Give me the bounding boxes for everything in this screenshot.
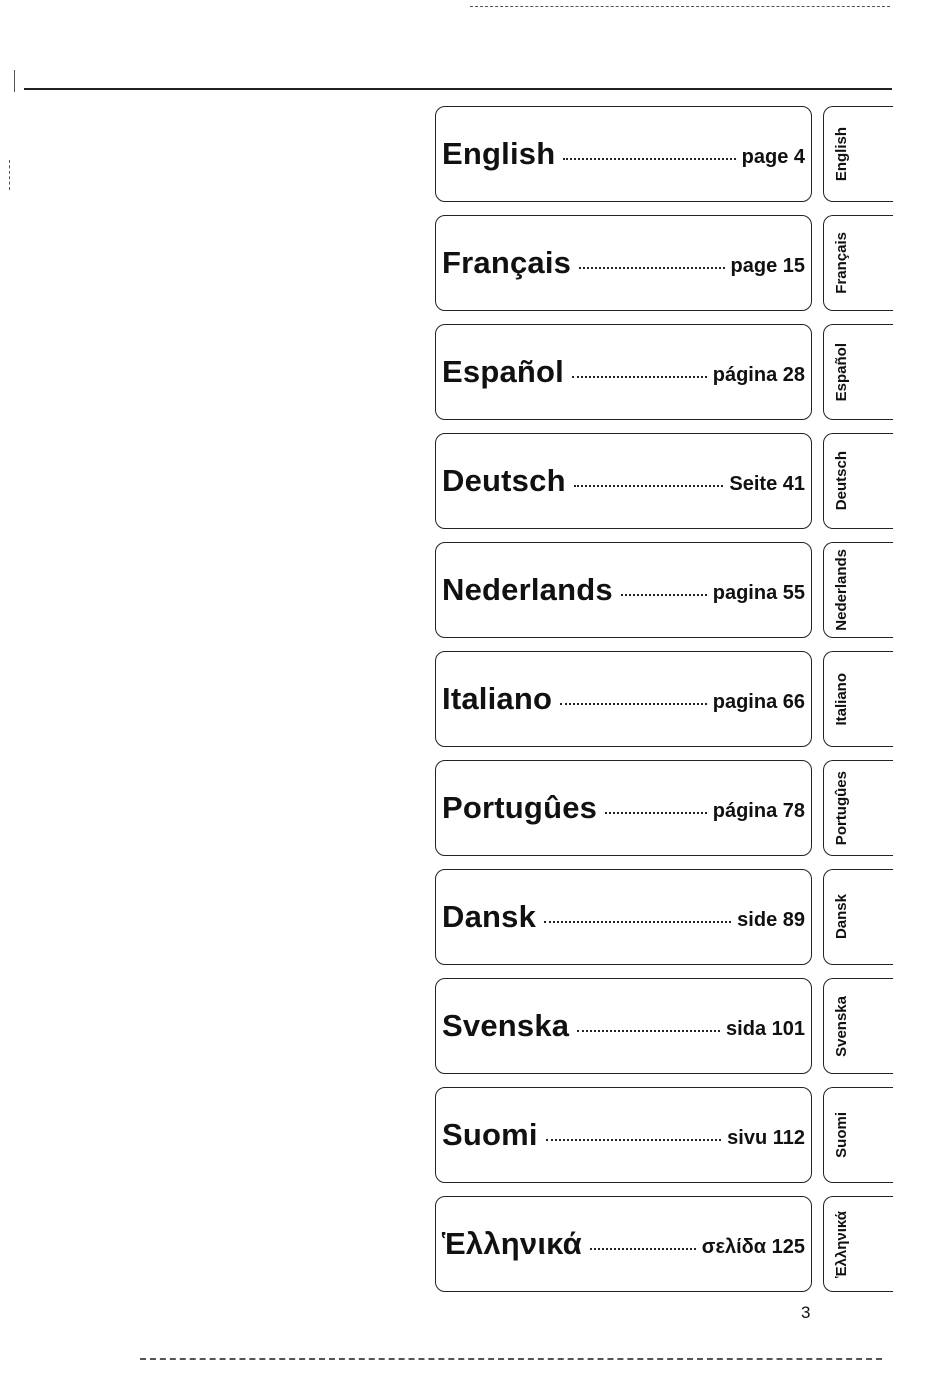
dot-leader (560, 703, 707, 705)
tab-espanol[interactable] (823, 324, 893, 420)
toc-page-ref: σελίδα 125 (701, 1235, 805, 1258)
toc-entry-nederlands[interactable] (435, 542, 812, 638)
tab-label: Deutsch (833, 451, 850, 511)
toc-page-ref: página 78 (712, 799, 805, 822)
toc-language: Svenska (442, 1008, 570, 1043)
dot-leader (577, 1030, 720, 1032)
tab-label: Suomi (833, 1112, 850, 1158)
toc-language: Portugûes (442, 790, 598, 825)
toc-language: Dansk (442, 899, 537, 934)
dot-leader (574, 485, 724, 487)
tab-label: Portugûes (833, 770, 850, 846)
dot-leader (544, 921, 731, 923)
scan-artifact-bottom (140, 1358, 882, 1360)
toc-entry-deutsch[interactable] (435, 433, 812, 529)
top-rule (24, 88, 892, 90)
tab-label: Svenska (833, 995, 850, 1057)
tab-deutsch[interactable] (823, 433, 893, 529)
dot-leader (605, 812, 707, 814)
tab-svenska[interactable] (823, 978, 893, 1074)
toc-page-ref: pagina 55 (712, 581, 805, 604)
tab-label: Ἑλληνικά (833, 1210, 850, 1278)
toc-page-ref: pagina 66 (712, 690, 805, 713)
tab-label: English (833, 126, 850, 182)
tab-label: Dansk (833, 894, 850, 940)
toc-language: Deutsch (442, 463, 566, 498)
tab-francais[interactable] (823, 215, 893, 311)
toc-page-ref: side 89 (737, 908, 805, 931)
tab-label: Français (833, 232, 850, 294)
margin-mark (9, 160, 10, 190)
tab-greek[interactable] (823, 1196, 893, 1292)
tab-english[interactable] (823, 106, 893, 202)
toc-page-ref: page 4 (741, 145, 805, 168)
toc-entry-portugues[interactable] (435, 760, 812, 856)
toc-entry-svenska[interactable] (435, 978, 812, 1074)
toc-language: Español (442, 354, 564, 389)
toc-language: Français (442, 245, 572, 280)
toc-entry-dansk[interactable] (435, 869, 812, 965)
toc-entry-francais[interactable] (435, 215, 812, 311)
toc-page-ref: sivu 112 (727, 1126, 805, 1149)
tab-label: Español (833, 342, 850, 402)
toc-entry-greek[interactable] (435, 1196, 812, 1292)
dot-leader (621, 594, 707, 596)
margin-mark (14, 70, 15, 92)
tab-portugues[interactable] (823, 760, 893, 856)
toc-language: English (442, 136, 556, 171)
dot-leader (590, 1248, 696, 1250)
tab-suomi[interactable] (823, 1087, 893, 1183)
tab-label: Nederlands (833, 549, 850, 631)
tab-label: Italiano (833, 672, 850, 726)
toc-entry-suomi[interactable] (435, 1087, 812, 1183)
toc-page-ref: Seite 41 (729, 472, 805, 495)
toc-entry-espanol[interactable] (435, 324, 812, 420)
toc-page-ref: sida 101 (726, 1017, 805, 1040)
toc-entry-english[interactable] (435, 106, 812, 202)
dot-leader (563, 158, 735, 160)
page-number: 3 (801, 1303, 811, 1322)
dot-leader (579, 267, 724, 269)
dot-leader (572, 376, 707, 378)
tab-italiano[interactable] (823, 651, 893, 747)
toc-page-ref: page 15 (730, 254, 805, 277)
scan-artifact-top (470, 6, 890, 7)
dot-leader (546, 1139, 721, 1141)
toc-language: Nederlands (442, 572, 613, 607)
tab-dansk[interactable] (823, 869, 893, 965)
toc-language: Italiano (442, 681, 553, 716)
toc-entry-italiano[interactable] (435, 651, 812, 747)
toc-language: Ἑλληνικά (442, 1226, 582, 1261)
toc-language: Suomi (442, 1117, 538, 1152)
toc-page-ref: página 28 (712, 363, 805, 386)
tab-nederlands[interactable] (823, 542, 893, 638)
